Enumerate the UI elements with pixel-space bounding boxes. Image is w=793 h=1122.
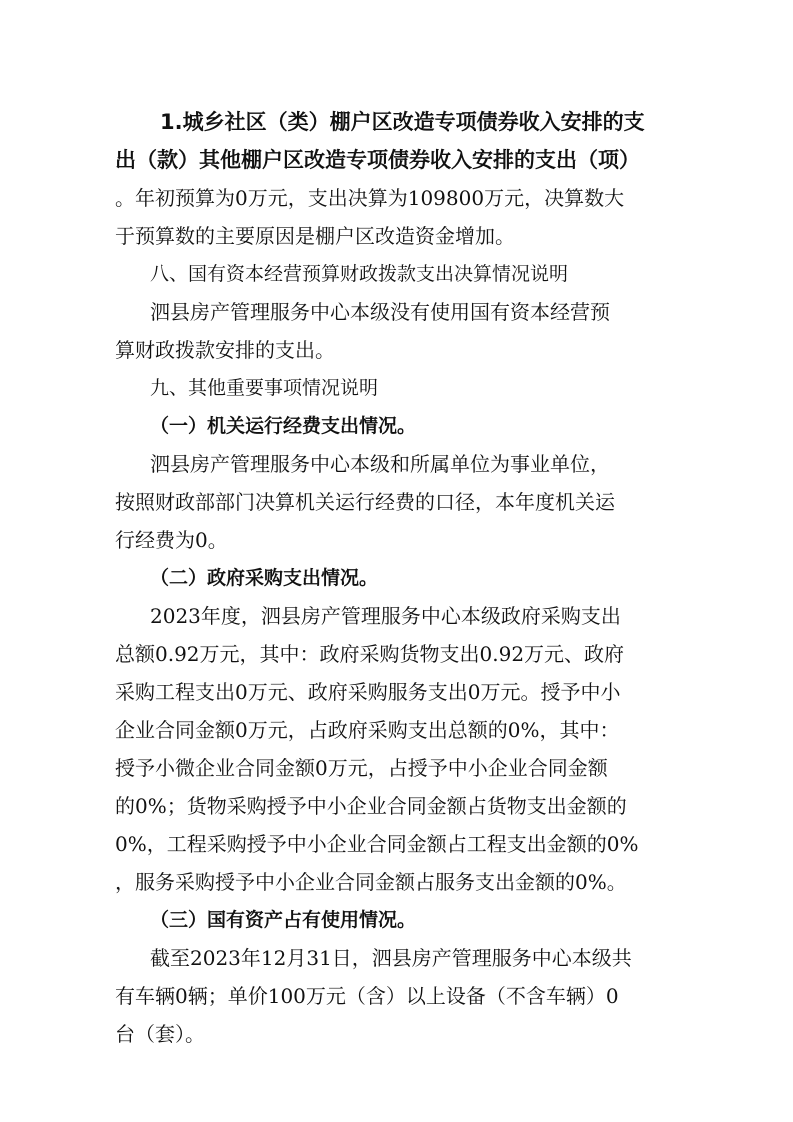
paragraph-line: 算财政拨款安排的支出。 <box>115 338 335 362</box>
paragraph-line: 台（套）。 <box>115 1022 205 1046</box>
section-heading-9: 九、其他重要事项情况说明 <box>150 377 379 399</box>
subsection-heading-3: （三）国有资产占有使用情况。 <box>150 909 417 931</box>
paragraph-line: 采购工程支出0万元、政府采购服务支出0万元。授予中小 <box>115 680 621 704</box>
section-heading-8: 八、国有资本经营预算财政拨款支出决算情况说明 <box>150 263 569 285</box>
subsection-heading-1: （一）机关运行经费支出情况。 <box>150 415 417 437</box>
paragraph-line: 于预算数的主要原因是棚户区改造资金增加。 <box>115 224 515 248</box>
paragraph-line: 泗县房产管理服务中心本级和所属单位为事业单位， <box>150 452 610 476</box>
paragraph-line: 授予小微企业合同金额0万元，占授予中小企业合同金额 <box>115 756 608 780</box>
subsection-heading-2: （二）政府采购支出情况。 <box>150 567 379 589</box>
paragraph-line: 的0%；货物采购授予中小企业合同金额占货物支出金额的 <box>115 794 627 818</box>
paragraph-line: 。年初预算为0万元，支出决算为109800万元，决算数大 <box>115 186 625 210</box>
paragraph-line: 2023年度，泗县房产管理服务中心本级政府采购支出 <box>150 604 621 628</box>
paragraph-line: ，服务采购授予中小企业合同金额占服务支出金额的0%。 <box>115 870 627 894</box>
paragraph-line: 有车辆0辆；单价100万元（含）以上设备（不含车辆）0 <box>115 984 619 1008</box>
paragraph-line: 行经费为0。 <box>115 528 228 552</box>
paragraph-line: 0%，工程采购授予中小企业合同金额占工程支出金额的0% <box>115 832 639 856</box>
paragraph-line: 泗县房产管理服务中心本级没有使用国有资本经营预 <box>150 300 610 324</box>
subsection-item-title: 1.城乡社区（类）棚户区改造专项债券收入安排的支 <box>160 110 645 134</box>
paragraph-line: 按照财政部部门决算机关运行经费的口径，本年度机关运 <box>115 490 615 514</box>
paragraph-line: 截至2023年12月31日，泗县房产管理服务中心本级共 <box>150 946 632 970</box>
subsection-item-title-cont: 出（款）其他棚户区改造专项债券收入安排的支出（项） <box>115 148 640 172</box>
paragraph-line: 总额0.92万元，其中：政府采购货物支出0.92万元、政府 <box>115 642 625 666</box>
paragraph-line: 企业合同金额0万元，占政府采购支出总额的0%，其中： <box>115 718 620 742</box>
